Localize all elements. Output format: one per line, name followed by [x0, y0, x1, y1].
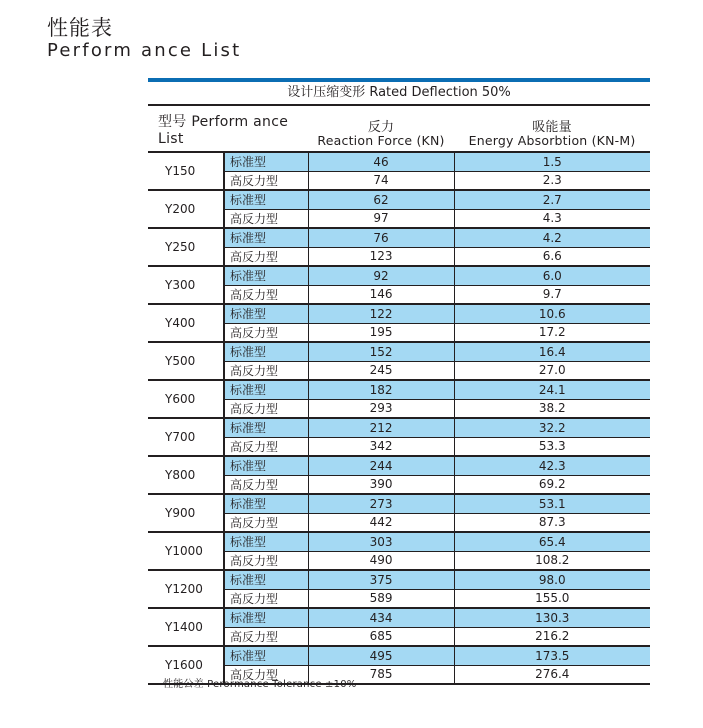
energy-absorption-cell: 10.6: [454, 304, 650, 323]
type-cell: 高反力型: [224, 589, 308, 608]
energy-absorption-cell: 65.4: [454, 532, 650, 551]
energy-absorption-cell: 42.3: [454, 456, 650, 475]
type-cell: 高反力型: [224, 627, 308, 646]
table-row: [148, 380, 650, 399]
reaction-force-cell: 92: [308, 266, 454, 285]
model-cell: Y200: [148, 190, 224, 228]
type-cell: 高反力型: [224, 475, 308, 494]
energy-absorption-cell: 32.2: [454, 418, 650, 437]
table-row: [148, 456, 650, 475]
type-cell: 高反力型: [224, 285, 308, 304]
model-cell: Y1400: [148, 608, 224, 646]
reaction-force-cell: 146: [308, 285, 454, 304]
reaction-force-cell: 76: [308, 228, 454, 247]
reaction-force-cell: 434: [308, 608, 454, 627]
header-energy-cn: 吸能量: [532, 120, 572, 135]
type-cell: 标准型: [224, 152, 308, 171]
table-row: [148, 152, 650, 171]
reaction-force-cell: 182: [308, 380, 454, 399]
model-cell: Y900: [148, 494, 224, 532]
table-row: [148, 475, 650, 494]
table-row: [148, 646, 650, 665]
type-cell: 标准型: [224, 456, 308, 475]
type-cell: 高反力型: [224, 247, 308, 266]
model-cell: Y150: [148, 152, 224, 190]
model-cell: Y300: [148, 266, 224, 304]
reaction-force-cell: 74: [308, 171, 454, 190]
table-row: [148, 342, 650, 361]
reaction-force-cell: 273: [308, 494, 454, 513]
header-force-cn: 反力: [367, 120, 395, 135]
energy-absorption-cell: 2.3: [454, 171, 650, 190]
reaction-force-cell: 589: [308, 589, 454, 608]
model-cell: Y800: [148, 456, 224, 494]
header-model: 型号 Perform ance List: [148, 105, 308, 152]
energy-absorption-cell: 108.2: [454, 551, 650, 570]
table-row: [148, 228, 650, 247]
table-row: [148, 399, 650, 418]
energy-absorption-cell: 27.0: [454, 361, 650, 380]
page-title-cn: 性能表: [47, 16, 113, 40]
type-cell: 标准型: [224, 266, 308, 285]
type-cell: 高反力型: [224, 323, 308, 342]
table-row: [148, 532, 650, 551]
table-row: [148, 171, 650, 190]
model-cell: Y250: [148, 228, 224, 266]
energy-absorption-cell: 276.4: [454, 665, 650, 684]
type-cell: 标准型: [224, 570, 308, 589]
table-row: [148, 190, 650, 209]
energy-absorption-cell: 24.1: [454, 380, 650, 399]
energy-absorption-cell: 98.0: [454, 570, 650, 589]
reaction-force-cell: 685: [308, 627, 454, 646]
table-subheader: 设计压缩变形 Rated Deflection 50%: [287, 85, 511, 100]
energy-absorption-cell: 155.0: [454, 589, 650, 608]
performance-table: [148, 104, 650, 685]
header-reaction-force: [308, 105, 454, 152]
type-cell: 标准型: [224, 342, 308, 361]
table-row: [148, 418, 650, 437]
type-cell: 高反力型: [224, 437, 308, 456]
reaction-force-cell: 375: [308, 570, 454, 589]
type-cell: 标准型: [224, 190, 308, 209]
energy-absorption-cell: 6.0: [454, 266, 650, 285]
type-cell: 标准型: [224, 418, 308, 437]
table-row: [148, 608, 650, 627]
reaction-force-cell: 390: [308, 475, 454, 494]
table-row: [148, 627, 650, 646]
table-row: [148, 551, 650, 570]
type-cell: 高反力型: [224, 551, 308, 570]
reaction-force-cell: 212: [308, 418, 454, 437]
energy-absorption-cell: 53.3: [454, 437, 650, 456]
reaction-force-cell: 244: [308, 456, 454, 475]
type-cell: 高反力型: [224, 171, 308, 190]
table-row: [148, 266, 650, 285]
type-cell: 标准型: [224, 608, 308, 627]
header-force-en: Reaction Force (KN): [317, 133, 445, 148]
type-cell: 高反力型: [224, 209, 308, 228]
energy-absorption-cell: 38.2: [454, 399, 650, 418]
reaction-force-cell: 62: [308, 190, 454, 209]
type-cell: 标准型: [224, 532, 308, 551]
type-cell: 高反力型: [224, 399, 308, 418]
energy-absorption-cell: 173.5: [454, 646, 650, 665]
reaction-force-cell: 785: [308, 665, 454, 684]
energy-absorption-cell: 87.3: [454, 513, 650, 532]
reaction-force-cell: 97: [308, 209, 454, 228]
reaction-force-cell: 490: [308, 551, 454, 570]
table-row: [148, 209, 650, 228]
reaction-force-cell: 293: [308, 399, 454, 418]
energy-absorption-cell: 16.4: [454, 342, 650, 361]
model-cell: Y1000: [148, 532, 224, 570]
page-title-en: Perform ance List: [47, 40, 242, 61]
type-cell: 高反力型: [224, 665, 308, 684]
reaction-force-cell: 303: [308, 532, 454, 551]
tolerance-footnote: 性能公差 Perormance Tolerance ±10%: [163, 679, 357, 690]
performance-table-wrap: [148, 78, 650, 685]
model-cell: Y700: [148, 418, 224, 456]
model-cell: Y1600: [148, 646, 224, 684]
type-cell: 标准型: [224, 380, 308, 399]
table-row: [148, 323, 650, 342]
model-cell: Y1200: [148, 570, 224, 608]
table-row: [148, 285, 650, 304]
energy-absorption-cell: 130.3: [454, 608, 650, 627]
energy-absorption-cell: 1.5: [454, 152, 650, 171]
energy-absorption-cell: 17.2: [454, 323, 650, 342]
table-row: [148, 494, 650, 513]
header-energy-absorption: [454, 105, 650, 152]
type-cell: 标准型: [224, 304, 308, 323]
reaction-force-cell: 245: [308, 361, 454, 380]
table-row: [148, 570, 650, 589]
reaction-force-cell: 123: [308, 247, 454, 266]
reaction-force-cell: 495: [308, 646, 454, 665]
type-cell: 标准型: [224, 494, 308, 513]
reaction-force-cell: 152: [308, 342, 454, 361]
model-cell: Y600: [148, 380, 224, 418]
model-cell: Y400: [148, 304, 224, 342]
energy-absorption-cell: 4.3: [454, 209, 650, 228]
header-energy-en: Energy Absorbtion (KN-M): [468, 133, 636, 148]
energy-absorption-cell: 6.6: [454, 247, 650, 266]
type-cell: 标准型: [224, 646, 308, 665]
type-cell: 标准型: [224, 228, 308, 247]
table-row: [148, 304, 650, 323]
energy-absorption-cell: 4.2: [454, 228, 650, 247]
table-row: [148, 589, 650, 608]
table-header-row: [148, 105, 650, 152]
reaction-force-cell: 442: [308, 513, 454, 532]
table-body: [148, 152, 650, 684]
type-cell: 高反力型: [224, 513, 308, 532]
reaction-force-cell: 122: [308, 304, 454, 323]
table-row: [148, 513, 650, 532]
type-cell: 高反力型: [224, 361, 308, 380]
energy-absorption-cell: 2.7: [454, 190, 650, 209]
table-row: [148, 247, 650, 266]
energy-absorption-cell: 53.1: [454, 494, 650, 513]
energy-absorption-cell: 69.2: [454, 475, 650, 494]
energy-absorption-cell: 9.7: [454, 285, 650, 304]
table-row: [148, 361, 650, 380]
reaction-force-cell: 342: [308, 437, 454, 456]
reaction-force-cell: 195: [308, 323, 454, 342]
table-row: [148, 437, 650, 456]
model-cell: Y500: [148, 342, 224, 380]
energy-absorption-cell: 216.2: [454, 627, 650, 646]
reaction-force-cell: 46: [308, 152, 454, 171]
